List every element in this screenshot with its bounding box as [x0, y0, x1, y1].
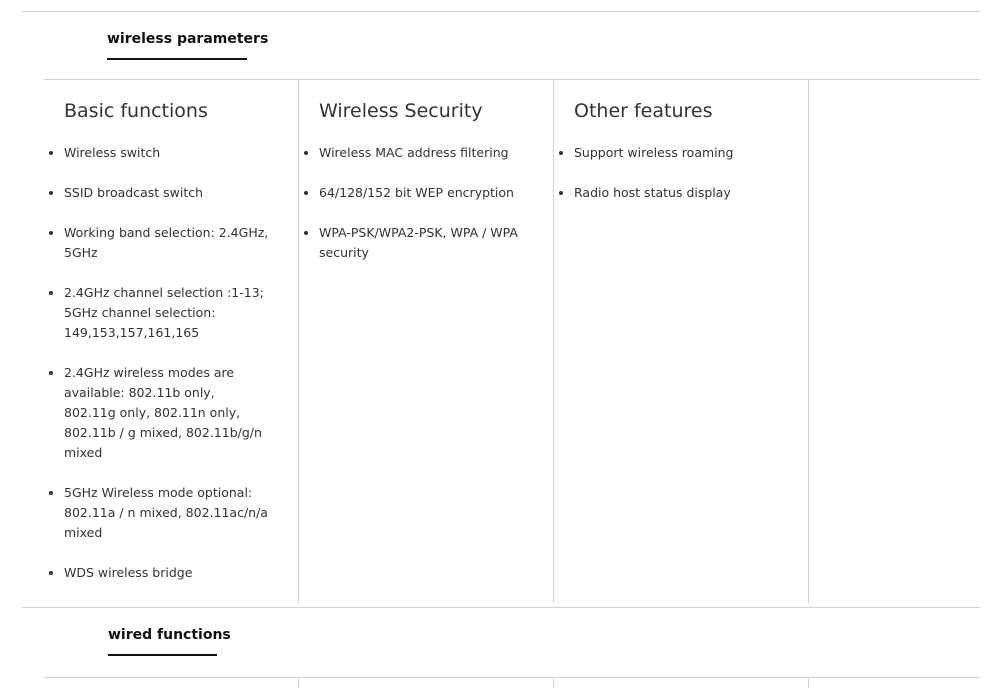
- feature-column-other-features: [554, 80, 809, 603]
- list-item-text: Support wireless roaming: [574, 145, 734, 160]
- list-item-text: Working band selection: 2.4GHz, 5GHz: [64, 225, 269, 260]
- list-item: [64, 483, 269, 543]
- bullet-icon: [559, 191, 563, 195]
- column-divider: [808, 678, 809, 688]
- list-item: [64, 183, 269, 203]
- bullet-icon: [304, 151, 308, 155]
- bullet-icon: [49, 151, 53, 155]
- feature-column-empty: [809, 80, 980, 603]
- list-item: [64, 363, 269, 463]
- section-tab-wireless-parameters[interactable]: wireless parameters: [107, 31, 269, 47]
- column-divider: [298, 678, 299, 688]
- list-item: [64, 223, 269, 263]
- list-item-text: WPA-PSK/WPA2-PSK, WPA / WPA security: [319, 225, 518, 260]
- list-item-text: SSID broadcast switch: [64, 185, 204, 200]
- list-item: [319, 183, 524, 203]
- column-heading: Other features: [574, 100, 713, 122]
- column-divider: [553, 678, 554, 688]
- section-divider: [22, 607, 980, 608]
- bullet-icon: [49, 231, 53, 235]
- bullet-icon: [49, 291, 53, 295]
- list-item-text: 2.4GHz channel selection :1-13; 5GHz channel selection: 149,153,157,161,165: [64, 285, 264, 340]
- bullet-icon: [49, 571, 53, 575]
- column-heading: Basic functions: [64, 100, 208, 122]
- list-item-text: Wireless switch: [64, 145, 161, 160]
- list-item: [64, 563, 269, 583]
- list-item: [574, 183, 779, 203]
- bullet-icon: [559, 151, 563, 155]
- bullet-icon: [49, 371, 53, 375]
- column-heading: Wireless Security: [319, 100, 483, 122]
- bullet-icon: [49, 191, 53, 195]
- feature-column-basic-functions: [44, 80, 299, 603]
- feature-list: [574, 143, 779, 223]
- list-item: [64, 283, 269, 343]
- section-tab-wired-functions[interactable]: wired functions: [108, 627, 231, 643]
- top-divider: [22, 11, 980, 12]
- list-item: [319, 143, 524, 163]
- list-item-text: Wireless MAC address filtering: [319, 145, 509, 160]
- active-tab-indicator: [107, 58, 247, 60]
- tab-header-divider: [44, 677, 980, 678]
- active-tab-indicator: [108, 654, 217, 656]
- feature-column-wireless-security: [299, 80, 554, 603]
- list-item-text: 2.4GHz wireless modes are available: 802.11b only, 802.11g only, 802.11n only, 802.11b / g mixed, 802.11b/g/n mixed: [64, 365, 262, 460]
- bullet-icon: [49, 491, 53, 495]
- feature-list: [64, 143, 269, 603]
- feature-list: [319, 143, 524, 283]
- list-item: [319, 223, 524, 263]
- list-item-text: 5GHz Wireless mode optional: 802.11a / n mixed, 802.11ac/n/a mixed: [64, 485, 268, 540]
- list-item: [64, 143, 269, 163]
- list-item-text: WDS wireless bridge: [64, 565, 193, 580]
- list-item-text: Radio host status display: [574, 185, 731, 200]
- list-item-text: 64/128/152 bit WEP encryption: [319, 185, 514, 200]
- bullet-icon: [304, 191, 308, 195]
- list-item: [574, 143, 779, 163]
- bullet-icon: [304, 231, 308, 235]
